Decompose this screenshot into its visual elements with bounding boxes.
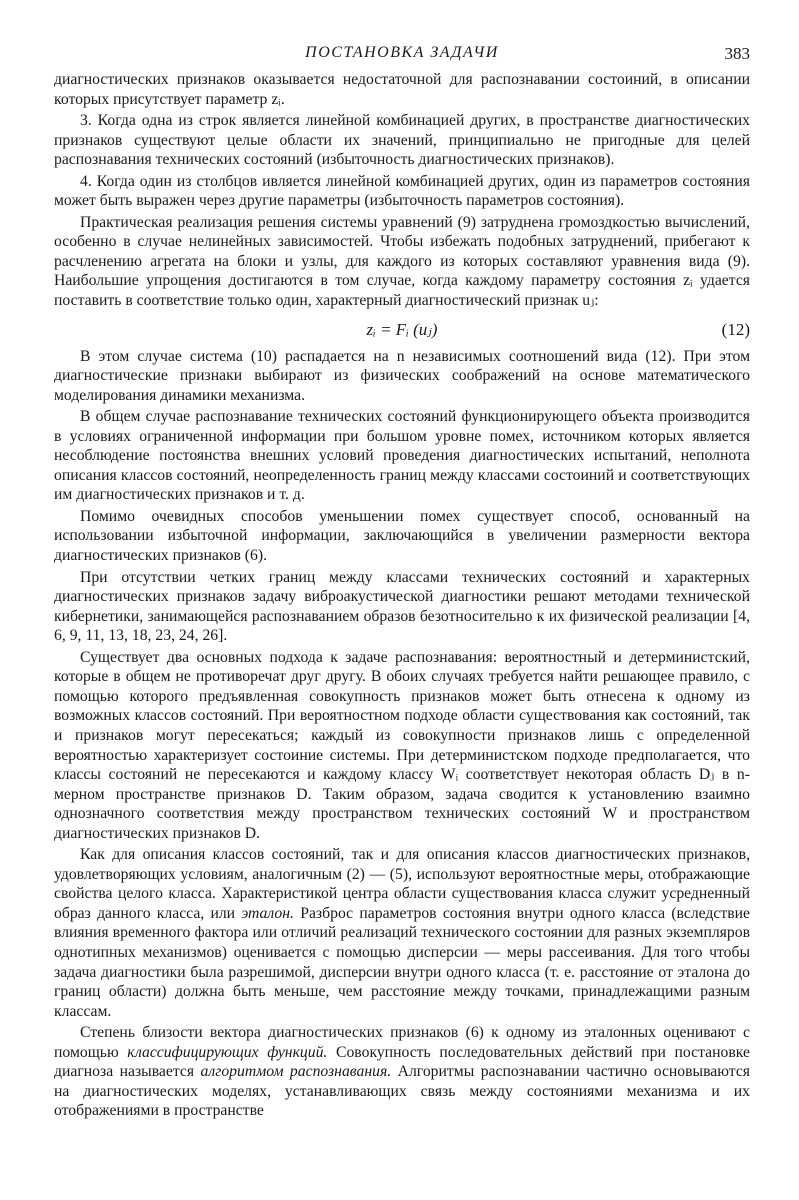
paragraph-10 bbox=[54, 845, 750, 1021]
paragraph-11 bbox=[54, 1023, 750, 1121]
paragraph-2: 3. Когда одна из строк является линейной комбинацией других, в пространстве диагностических признаков существуют целые области их значений, принципиально не пригодные для целей распознавания технических состояний (избыточность диагностических признаков). bbox=[54, 112, 750, 169]
paragraph-4: Практическая реализация решения системы уравнений (9) затруднена громоздкостью вычислений, особенно в случае нелинейных зависимостей. Чтобы избежать подобных затруднений, прибегают к расчленению агрегата на блоки и узлы, для каждого из которых составляют уравнения вида (9). Наибольшие упрощения достигаются в том случае, когда каждому параметру состояния zᵢ удается поставить в соответствие только один, характерный диагностический признак uⱼ: bbox=[54, 213, 750, 310]
paragraph-11-part-a: Степень близости вектора диагностических признаков (6) к одному из эталонных оценивают с помощью bbox=[54, 1024, 750, 1061]
paragraph-1: диагностических признаков оказывается недостаточной для распознавании состоиний, в описании которых присутствует параметр zᵢ. bbox=[54, 71, 750, 108]
paragraph-11-part-b: Совокупность последовательных действий при постановке диагноза называется bbox=[54, 1043, 750, 1081]
body-text bbox=[54, 70, 750, 1121]
paragraph-6: В общем случае распознавание технических состояний функционирующего объекта производится в условиях ограниченной информации при большом уровне помех, источником которых является несоблюдение постоянства внешних условий проведения диагностических испытаний, неполнота описания классов состояний, неопределенность границ между классами состоиний и соответствующих им диагностических признаков и т. д. bbox=[54, 408, 750, 504]
page-header bbox=[54, 44, 750, 70]
formula-12 bbox=[54, 311, 750, 347]
term-etalon: эталон. bbox=[241, 904, 294, 922]
paragraph-7: Помимо очевидных способов уменьшении помех существует способ, основанный на использовании избыточной информации, заключающийся в увеличении размерности вектора диагностических признаков (6). bbox=[54, 507, 750, 565]
paragraph-11-part-c: Алгоритмы распознавании частично основываются на диагностических моделях, устанавливающих связь между состояниями механизма и их отображениями в пространстве bbox=[54, 1063, 750, 1120]
paragraph-8: При отсутствии четких границ между классами технических состояний и характерных диагностических признаков задачу виброакустической диагностики решают методами технической кибернетики, занимающейся распознаванием образов безотносительно к их физической реализации [4, 6, 9, 11, 13, 18, 23, 24, 26]. bbox=[54, 568, 750, 645]
page-number: 383 bbox=[724, 44, 750, 63]
term-recognition-algorithm: алгоритмом распознавания. bbox=[200, 1063, 392, 1081]
paragraph-5: В этом случае система (10) распадается на n независимых соотношений вида (12). При этом диагностические признаки выбирают из физических соображений на основе математического моделирования динамики механизма. bbox=[54, 347, 750, 404]
paragraph-10-part-b: Разброс параметров состояния внутри одного класса (вследствие влияния временного фактора или отличий реализаций технического состоянии для разных экземпляров однотипных механизмов) оценивается с помощью дисперсии — меры рассеивания. Для того чтобы задача диагностики была разрешимой, дисперсии внутри одного класса (т. е. расстояние от эталона до границ области) должна быть меньше, чем расстояние между точками, принадлежащими разным классам. bbox=[54, 904, 750, 1020]
book-page bbox=[54, 44, 750, 1121]
paragraph-10-part-a: Как для описания классов состояний, так и для описания классов диагностических признаков, удовлетворяющих условиям, аналогичным (2) — (5), используют вероятностные меры, отображающие свойства целого класса. Характеристикой центра области существования класса служит усредненный образ данного класса, или bbox=[54, 846, 750, 922]
paragraph-3: 4. Когда один из столбцов ивляется линейной комбинацией других, один из параметров состояния может быть выражен через другие параметры (избыточность параметров состояния). bbox=[54, 172, 750, 210]
running-title: ПОСТАНОВКА ЗАДАЧИ bbox=[305, 44, 499, 61]
term-classifying-functions: классифицирующих функций. bbox=[127, 1043, 328, 1061]
formula-number: (12) bbox=[721, 319, 750, 339]
paragraph-9: Существует два основных подхода к задаче распознавания: вероятностный и детерминистский, которые в общем не противоречат друг другу. В обоих случаях требуется найти решающее правило, с помощью которого предъявленная совокупность признаков может быть отнесена к одному из возможных классов состояний. При вероятностном подходе области существования как состояний, так и признаков могут пересекаться; каждый из совокупности признаков лишь с определенной вероятностью характеризует состоиние системы. При детерминистском подходе предполагается, что классы состояний не пересекаются и каждому классу Wᵢ соответствует некоторая область Dⱼ в n-мерном пространстве признаков D. Таким образом, задача сводится к установлению взаимно однозначного соответствия между пространством технических состояний W и пространством диагностических признаков D. bbox=[54, 648, 750, 842]
formula-expression: zᵢ = Fᵢ (uⱼ) bbox=[366, 319, 438, 339]
